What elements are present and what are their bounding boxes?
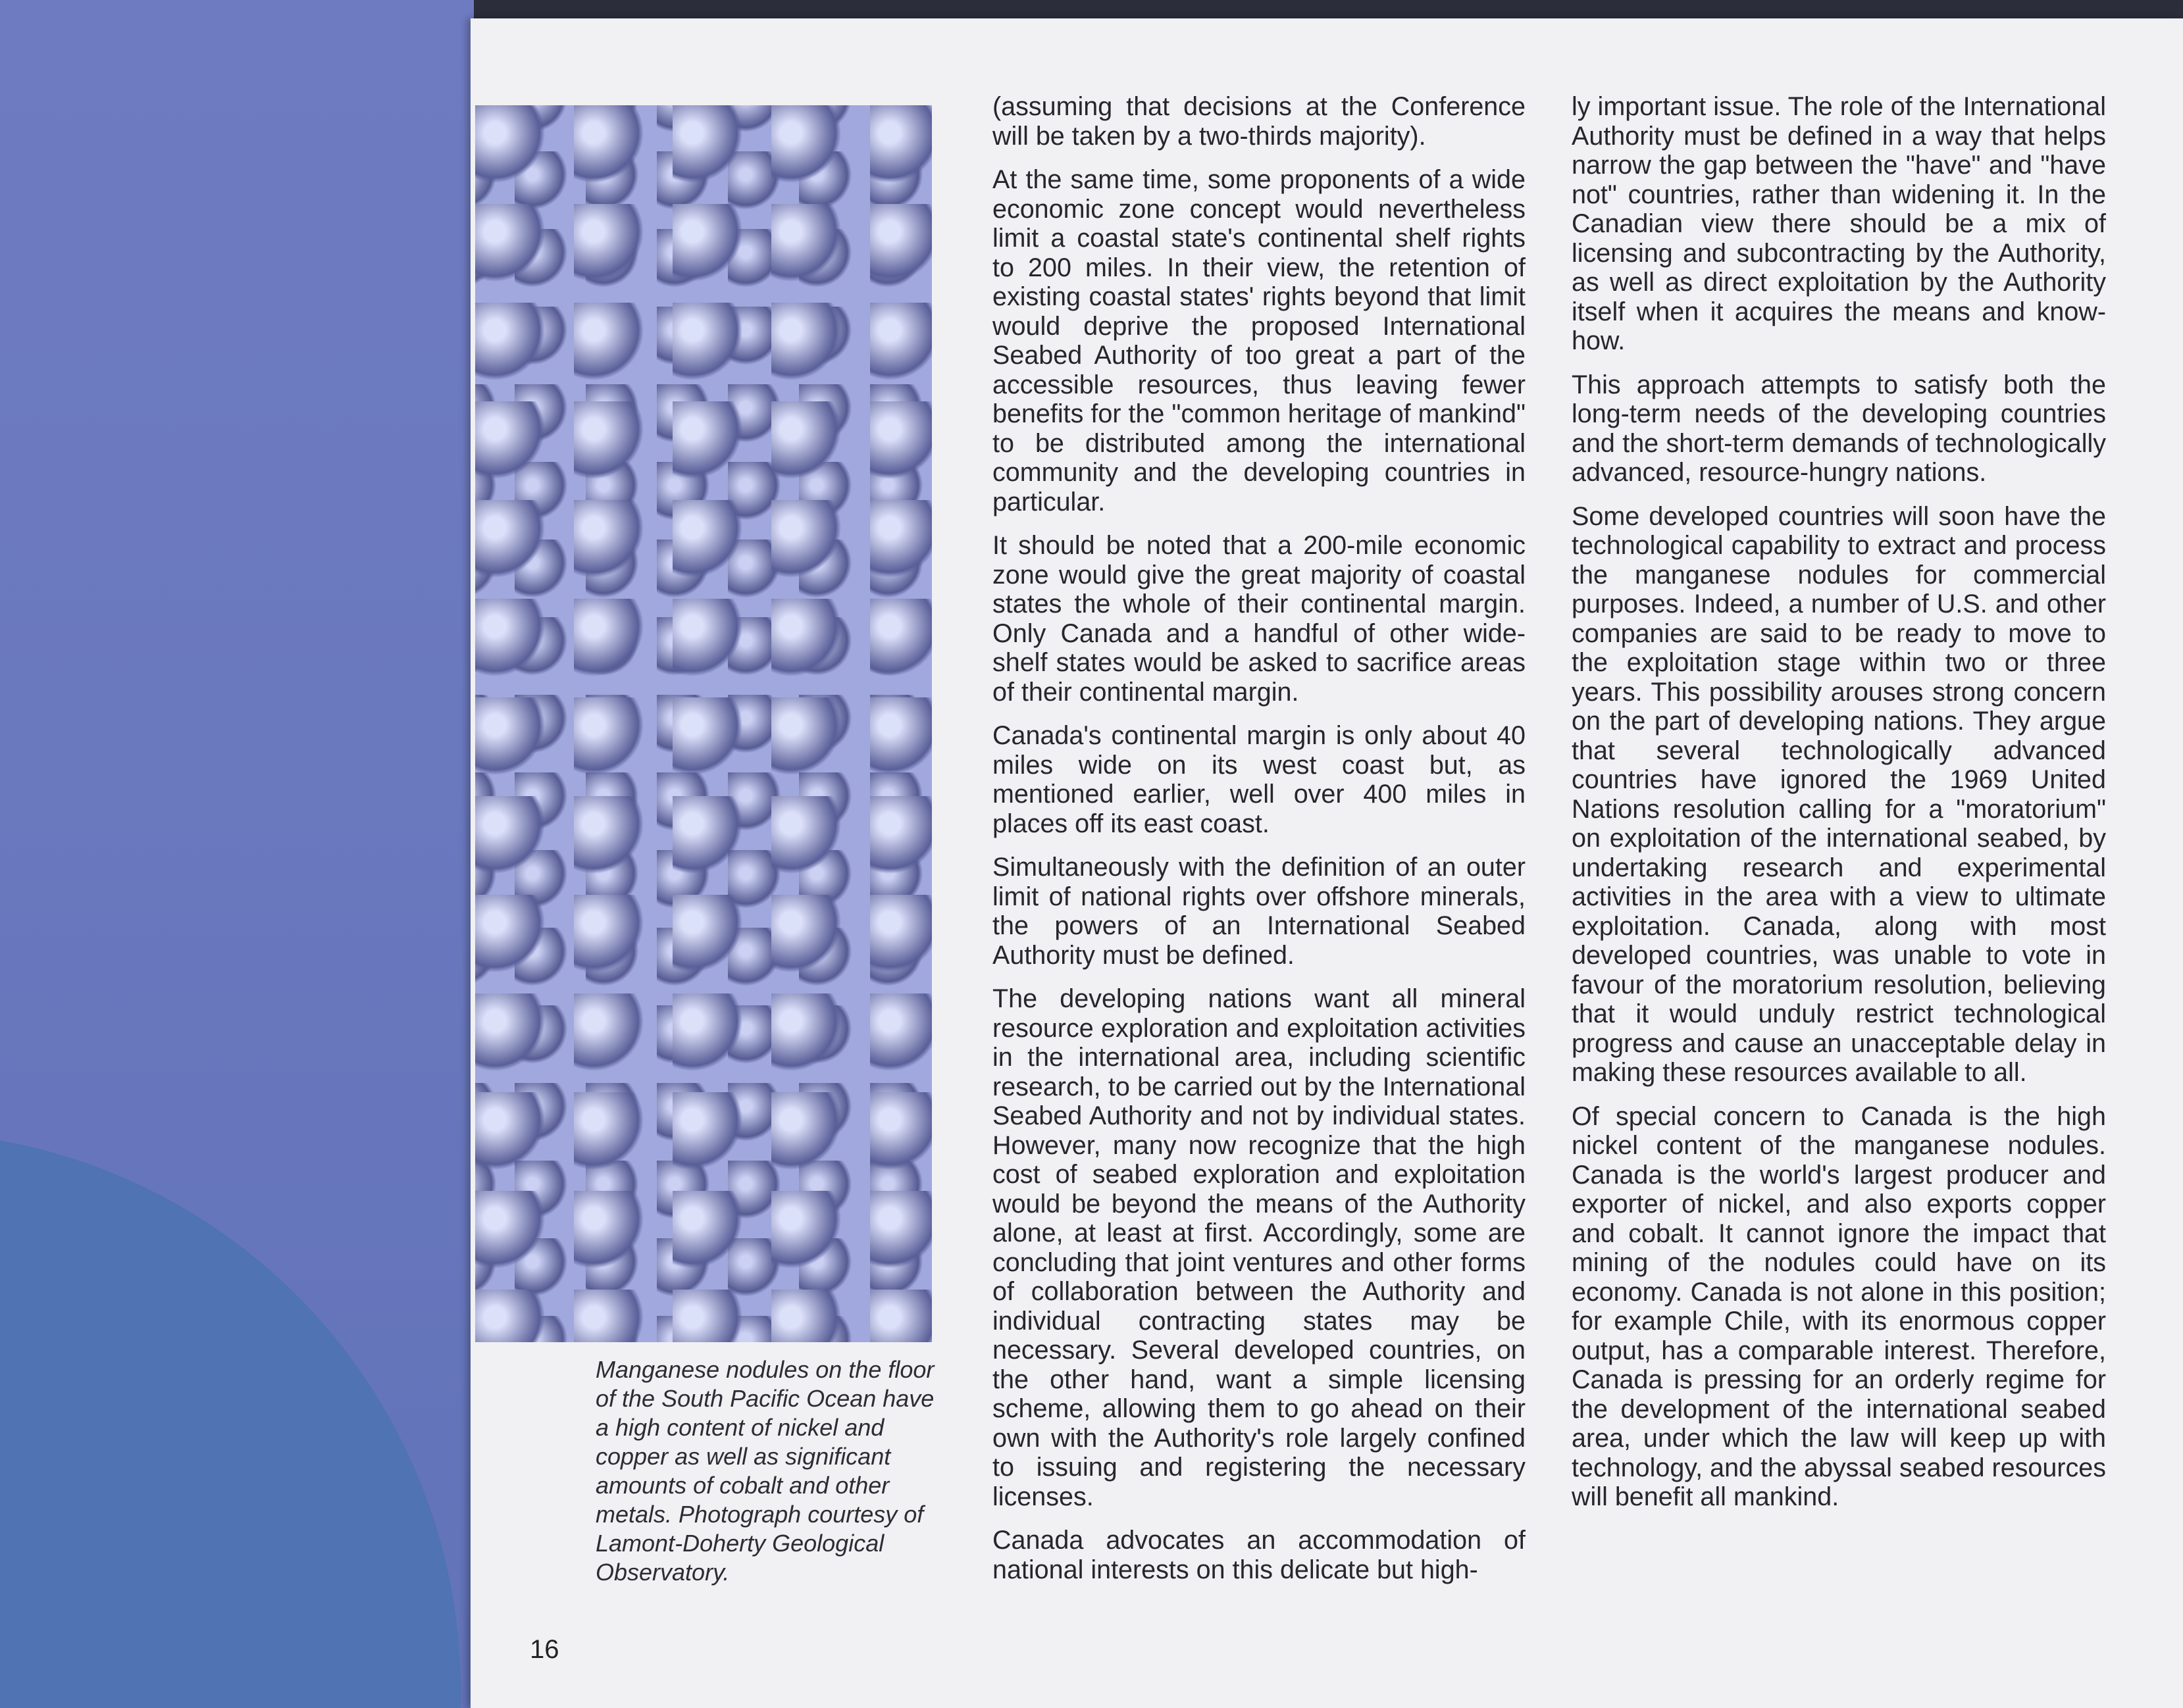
text-column-right <box>1572 92 2106 1526</box>
paragraph: The developing nations want all mineral resource exploration and exploitation activities in the international area, including scientific research, to be carried out by the International Seabed Authority and not by individual states. However, many now recognize that the high cost of seabed exploration and exploitation would be beyond the means of the Authority alone, at least at first. Accordingly, some are concluding that joint ventures and other forms of collaboration between the Authority and individual contracting states may be necessary. Several developed countries, on the other hand, want a simple licensing scheme, allowing them to go ahead on their own with the Authority's role largely confined to issuing and registering the necessary licenses. <box>992 984 1526 1511</box>
paragraph: Canada's continental margin is only about 40 miles wide on its west coast but, as mentioned earlier, well over 400 miles in places off its east coast. <box>992 721 1526 838</box>
paragraph: Canada advocates an accommodation of national interests on this delicate but high- <box>992 1526 1526 1584</box>
paragraph: Simultaneously with the definition of an outer limit of national rights over offshore minerals, the powers of an International Seabed Authority must be defined. <box>992 853 1526 970</box>
photo-caption: Manganese nodules on the floor of the South Pacific Ocean have a high content of nickel and copper as well as significant amounts of cobalt and other metals. Photograph courtesy of Lamont-Doherty Geological Observatory. <box>596 1356 935 1586</box>
cover-blue-panel <box>0 0 474 1708</box>
paragraph: ly important issue. The role of the International Authority must be defined in a way that helps narrow the gap between the "have" and "have not" countries, rather than widening it. In the Canadian view there should be a mix of licensing and subcontracting by the Authority, as well as direct exploitation by the Authority itself when it acquires the means and know-how. <box>1572 92 2106 355</box>
paragraph: Some developed countries will soon have the technological capability to extract and process the manganese nodules for commercial purposes. Indeed, a number of U.S. and other companies are said to be ready to move to the exploitation stage within two or three years. This possibility arouses strong concern on the part of developing nations. They argue that several technologically advanced countries have ignored the 1969 United Nations resolution calling for a "moratorium" on exploitation of the international seabed, by undertaking research and experimental activities in the area with a view to ultimate exploitation. Canada, along with most developed countries, was unable to vote in favour of the moratorium resolution, believing that it would unduly restrict technological progress and cause an unacceptable delay in making these resources available to all. <box>1572 501 2106 1087</box>
manganese-nodules-photo <box>475 105 932 1342</box>
text-column-middle <box>992 92 1526 1599</box>
paragraph: It should be noted that a 200-mile economic zone would give the great majority of coastal states the whole of their continental margin. Only Canada and a handful of other wide-shelf states would be asked to sacrifice areas of their continental margin. <box>992 531 1526 707</box>
page-number: 16 <box>530 1635 559 1664</box>
paragraph: Of special concern to Canada is the high nickel content of the manganese nodules. Canada is the world's largest producer and exporter of nickel, and also exports copper and cobalt. It cannot ignore the impact that mining of the nodules could have on its economy. Canada is not alone in this position; for example Chile, with its enormous copper output, has a comparable interest. Therefore, Canada is pressing for an orderly regime for the development of the international seabed area, under which the law will keep up with technology, and the abyssal seabed resources will benefit all mankind. <box>1572 1101 2106 1511</box>
cover-curve-shape-front <box>0 1132 461 1708</box>
paragraph: This approach attempts to satisfy both the long-term needs of the developing countries and the short-term demands of technologically advanced, resource-hungry nations. <box>1572 370 2106 487</box>
paragraph: (assuming that decisions at the Conference will be taken by a two-thirds majority). <box>992 92 1526 151</box>
paragraph: At the same time, some proponents of a wide economic zone concept would nevertheless limit a coastal state's continental shelf rights to 200 miles. In their view, the retention of existing coastal states' rights beyond that limit would deprive the proposed International Seabed Authority of too great a part of the accessible resources, thus leaving fewer benefits for the "common heritage of mankind" to be distributed among the international community and the developing countries in particular. <box>992 165 1526 516</box>
